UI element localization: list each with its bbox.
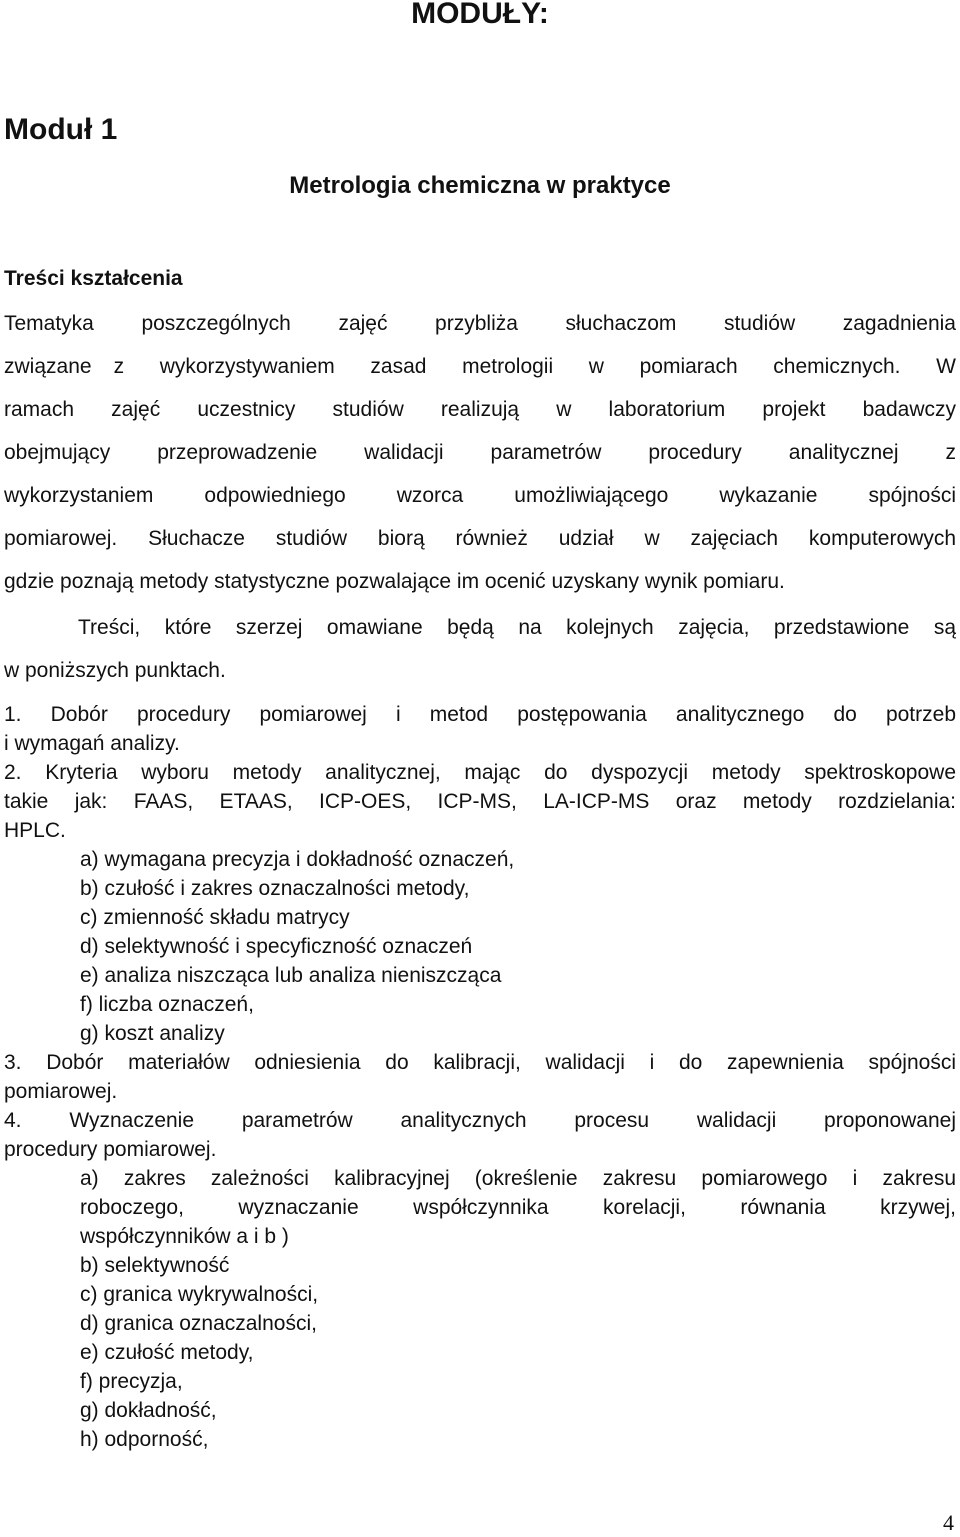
paragraph-intro	[4, 302, 956, 603]
paragraph-line: ramach zajęć uczestnicy studiów realizują w laboratorium projekt badawczy	[4, 398, 956, 421]
topics-list	[4, 700, 956, 1454]
sub-list-item: h) odporność,	[80, 1428, 209, 1451]
paragraph-line: Treści, które szerzej omawiane będą na kolejnych zajęcia, przedstawione są	[78, 616, 956, 639]
paragraph-summary	[4, 606, 956, 692]
sub-list-item: c) granica wykrywalności,	[80, 1283, 319, 1306]
paragraph-line: Tematyka poszczególnych zajęć przybliża słuchaczom studiów zagadnienia	[4, 312, 956, 335]
paragraph-line: pomiarowej. Słuchacze studiów biorą również udział w zajęciach komputerowych	[4, 527, 956, 550]
list-item-line: 1. Dobór procedury pomiarowej i metod postępowania analitycznego do potrzeb	[4, 703, 956, 726]
sub-list-item: g) dokładność,	[80, 1399, 217, 1422]
sub-list-item: f) liczba oznaczeń,	[80, 993, 254, 1016]
list-item-line: 4. Wyznaczenie parametrów analitycznych procesu walidacji proponowanej	[4, 1109, 956, 1132]
sub-list-item: a) zakres zależności kalibracyjnej (określenie zakresu pomiarowego i zakresu	[80, 1167, 956, 1190]
sub-list-item: f) precyzja,	[80, 1370, 183, 1393]
sub-list-item: e) analiza niszcząca lub analiza nieniszcząca	[80, 964, 502, 987]
sub-list-item: e) czułość metody,	[80, 1341, 254, 1364]
sub-list-item: b) czułość i zakres oznaczalności metody,	[80, 877, 470, 900]
paragraph-line: wykorzystaniem odpowiedniego wzorca umożliwiającego wykazanie spójności	[4, 484, 956, 507]
sub-list-item: współczynników a i b )	[80, 1225, 289, 1248]
sub-list-item: d) granica oznaczalności,	[80, 1312, 317, 1335]
paragraph-line: w poniższych punktach.	[4, 659, 226, 682]
sub-list-item: d) selektywność i specyficzność oznaczeń	[80, 935, 473, 958]
list-item-line: 2. Kryteria wyboru metody analitycznej, mając do dyspozycji metody spektroskopowe	[4, 761, 956, 784]
sub-list-item: c) zmienność składu matrycy	[80, 906, 350, 929]
page-number: 4	[943, 1510, 954, 1535]
list-item-line: i wymagań analizy.	[4, 732, 180, 755]
list-item-line: HPLC.	[4, 819, 66, 842]
sub-list-item: g) koszt analizy	[80, 1022, 225, 1045]
paragraph-line: obejmujący przeprowadzenie walidacji parametrów procedury analitycznej z	[4, 441, 956, 464]
sub-list-item: a) wymagana precyzja i dokładność oznaczeń,	[80, 848, 515, 871]
sub-list-item: b) selektywność	[80, 1254, 230, 1277]
list-item-line: takie jak: FAAS, ETAAS, ICP-OES, ICP-MS, LA-ICP-MS oraz metody rozdzielania:	[4, 790, 956, 813]
module-subject: Metrologia chemiczna w praktyce	[289, 172, 671, 199]
paragraph-line	[4, 345, 956, 388]
paragraph-line: gdzie poznają metody statystyczne pozwalające im ocenić uzyskany wynik pomiaru.	[4, 570, 785, 593]
list-item-line: pomiarowej.	[4, 1080, 118, 1103]
section-heading: Treści kształcenia	[4, 267, 183, 290]
paragraph-word: związane	[4, 355, 92, 378]
list-item-line: procedury pomiarowej.	[4, 1138, 217, 1161]
module-heading: Moduł 1	[4, 113, 118, 146]
paragraph-fragment: z wykorzystywaniem zasad metrologii w pomiarach chemicznych. W	[113, 355, 956, 378]
sub-list-item: roboczego, wyznaczanie współczynnika korelacji, równania krzywej,	[80, 1196, 956, 1219]
list-item-line: 3. Dobór materiałów odniesienia do kalibracji, walidacji i do zapewnienia spójności	[4, 1051, 956, 1074]
page-title: MODUŁY:	[411, 0, 549, 30]
